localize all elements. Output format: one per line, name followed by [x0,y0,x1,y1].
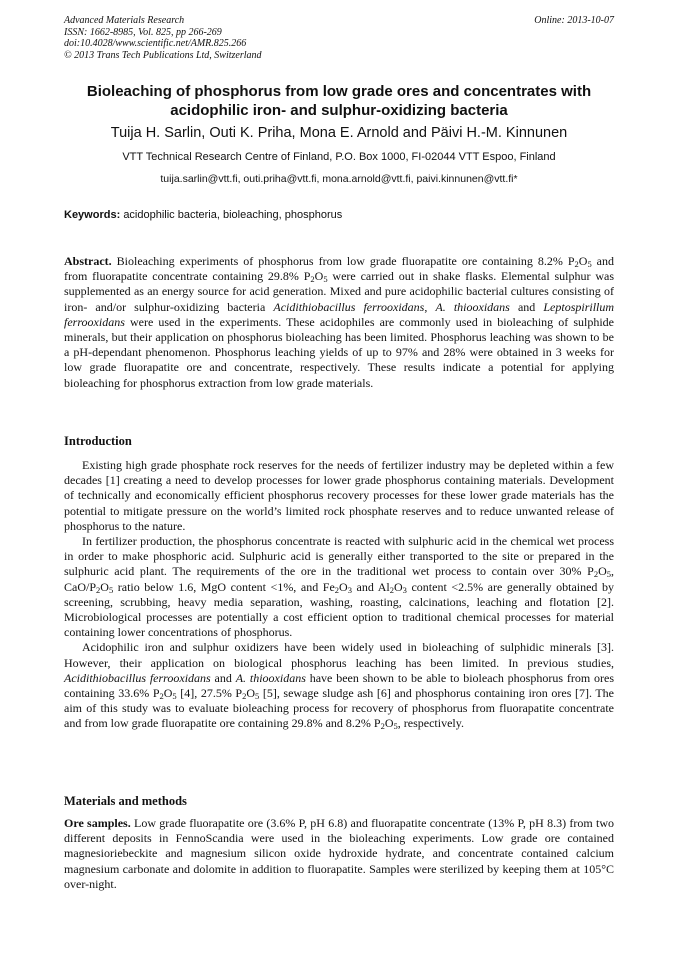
introduction-heading: Introduction [64,434,132,448]
species-name: Acidithiobacillus ferrooxidans [64,670,211,685]
online-date: Online: 2013-10-07 [534,15,614,26]
keywords [64,208,342,222]
journal-metadata [64,15,262,61]
author-emails[interactable]: tuija.sarlin@vtt.fi, outi.priha@vtt.fi, mona.arnold@vtt.fi, paivi.kinnunen@vtt.fi* [160,173,518,185]
abstract: Abstract. Bioleaching experiments of phosphorus from low grade fluorapatite ore containing 8.2% $P_2O_5$ and from fluorapatite concentrate containing 29.8% $P_2O_5$ were carried out in shake flasks. Elemental sulphur was supplemented as an energy source for acid generation. Mixed and pure acidophilic bacterial cultures consisting of iron- and/or sulphur-oxidizing bacteria Acidithiobacillus ferrooxidans, A. thiooxidans and Leptospirillum ferrooxidans were used in the experiments. These acidophiles are commonly used in bioleaching of sulphide minerals, but their application on phosphorus bioleaching has been limited. Phosphorus leaching was shown to be a pH-dependant phenomenon. Phosphorus leaching yields of up to 97% and 28% were obtained in 3 weeks for low grade fluorapatite ore and concentrate, respectively. These results indicate a potential for applying bioleaching for phosphorus extraction from low grade materials. [64,254,615,390]
abstract-label: Abstract. [64,254,112,268]
keywords-label: Keywords: [64,209,121,221]
intro-paragraph-3: Acidophilic iron and sulphur oxidizers have been widely used in bioleaching of sulphidic minerals [3]. However, their application on biological phosphorus leaching has been limited. In previous studies, Acidithiobacillus ferrooxidans and A. thiooxidans have been shown to be able to bioleach phosphorus from ores containing 33.6% $P_2O_5$ [4], 27.5% $P_2O_5$ [5], sewage sludge ash [6] and phosphorus containing iron ores [7]. The aim of this study was to evaluate bioleaching process for recovery of phosphorus from fluorapatite concentrate and from low grade fluorapatite ore containing 29.8% and 8.2% $P_2O_5$, respectively. [64,640,615,732]
methods-heading: Materials and methods [64,794,187,808]
doi-line[interactable]: doi:10.4028/www.scientific.net/AMR.825.266 [64,38,247,49]
paper-title [40,82,638,120]
issn-line: ISSN: 1662-8985, Vol. 825, pp 266-269 [64,26,222,38]
copyright-line: © 2013 Trans Tech Publications Ltd, Switzerland [64,49,262,61]
affiliation: VTT Technical Research Centre of Finland, P.O. Box 1000, FI-02044 VTT Espoo, Finland [122,151,556,163]
keywords-text: acidophilic bacteria, bioleaching, phosphorus [123,209,343,221]
species-name: A. thiooxidans [435,299,510,314]
ore-samples-paragraph: Ore samples. Low grade fluorapatite ore (3.6% P, pH 6.8) and fluorapatite concentrate (13% P, pH 8.3) from two different deposits in FennoScandia were used in the bioleaching experiments. Low grade ore contained magnesioriebeckite and magnesium silicon oxide hydroxide hydrate, and concentrate contained calcium magnesium carbonate and dolomite in addition to fluorapatite. Samples were sterilized by keeping them at 105°C over-night. [64,816,614,891]
ore-samples-label: Ore samples. [64,816,131,830]
intro-paragraph-1: Existing high grade phosphate rock reserves for the needs of fertilizer industry may be depleted within a few decades [1] creating a need to develop processes for lower grade phosphorus containing materials. Development of technically and economically efficient phosphorus recovery processes for these lower grade materials has the potential to mitigate pressure on the world’s limited rock phosphate reserves and to reduce unwanted release of phosphorus to the nature. [64,458,614,533]
title-line-1: Bioleaching of phosphorus from low grade ores and concentrates with [86,83,592,100]
methods-body [64,816,614,892]
journal-name: Advanced Materials Research [64,15,185,26]
author-list: Tuija H. Sarlin, Outi K. Priha, Mona E. Arnold and Päivi H.-M. Kinnunen [110,125,568,141]
species-name: Acidithiobacillus ferrooxidans [273,299,425,314]
title-line-2: acidophilic iron- and sulphur-oxidizing bacteria [170,102,508,119]
intro-paragraph-2: In fertilizer production, the phosphorus concentrate is reacted with sulphuric acid in the chemical wet process in order to make phosphoric acid. Sulphuric acid is generally either transported to the site or prepared in the sulphuric acid plant. The requirements of the ore in the traditional wet process to contain over 30% $P_2O_5$, CaO/$P_2O_5$ ratio below 1.6, MgO content <1%, and $Fe_2O_3$ and $Al_2O_3$ content <2.5% are generally obtained by screening, scrubbing, heavy media separation, washing, roasting, calcinations, leaching and flotation [2]. Microbiological processes are potentially a cost efficient option to traditional chemical processes for material containing lower concentrations of phosphorus. [64,534,614,640]
species-name: Leptospirillum ferrooxidans [64,299,615,329]
species-name: A. thiooxidans [235,670,306,685]
introduction-body [64,458,614,732]
